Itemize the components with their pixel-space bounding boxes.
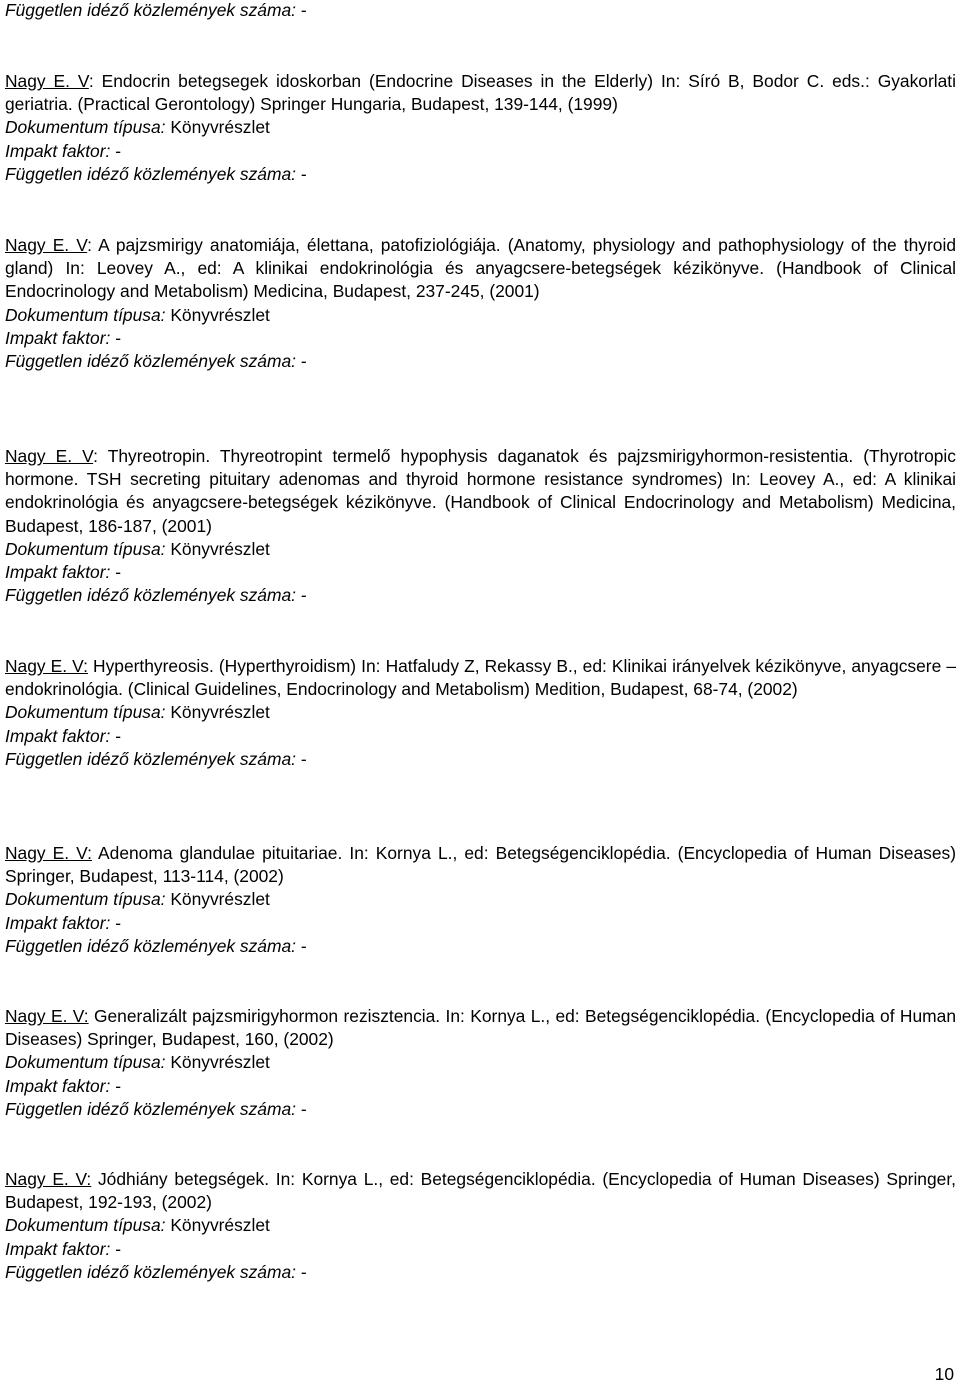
citation-body: : Thyreotropin. Thyreotropint termelő hypophysis daganatok és pajzsmirigyhormon-resistentia. (Thyrotropic hormone. TSH secreting pituitary adenomas and thyroid hormone resistance syndromes) In: Leovey A., ed: A klinikai endokrinológia és anyagcsere-betegségek kézikönyve. (Handbook of Clinical Endocrinology and Metabolism) Medicina, Budapest, 186-187, (2001) — [5, 446, 956, 536]
doc-type-value: Könyvrészlet — [170, 117, 270, 138]
publication-entry — [5, 842, 956, 958]
citations-label: Független idéző közlemények száma: — [5, 748, 296, 769]
citation-body: Adenoma glandulae pituitariae. In: Kornya L., ed: Betegségenciklopédia. (Encyclopedia of Human Diseases) Springer, Budapest, 113-114, (2002) — [5, 843, 956, 887]
impact-line — [5, 912, 956, 935]
impact-label: Impakt faktor: — [5, 1238, 111, 1259]
citations-label: Független idéző közlemények száma: — [5, 935, 296, 956]
doc-type-label: Dokumentum típusa: — [5, 304, 166, 325]
doc-type-value: Könyvrészlet — [170, 1052, 270, 1073]
citation-text — [5, 234, 956, 304]
citation-text — [5, 842, 956, 888]
impact-value: - — [115, 140, 121, 161]
citations-line — [5, 350, 956, 373]
impact-value: - — [115, 562, 121, 583]
impact-value: - — [115, 725, 121, 746]
citations-line — [5, 163, 956, 186]
doc-type-line — [5, 304, 956, 327]
publication-entry — [5, 1168, 956, 1284]
citation-body: Hyperthyreosis. (Hyperthyroidism) In: Hatfaludy Z, Rekassy B., ed: Klinikai irányelvek kézikönyve, anyagcsere – endokrinológia. (Clinical Guidelines, Endocrinology and Metabolism) Medition, Budapest, 68-74, (2002) — [5, 656, 956, 700]
citations-value: - — [300, 351, 307, 372]
citation-body: : A pajzsmirigy anatomiája, élettana, patofiziológiája. (Anatomy, physiology and pathophysiology of the thyroid gland) In: Leovey A., ed: A klinikai endokrinológia és anyagcsere-betegségek kézikönyve. (Handbook of Clinical Endocrinology and Metabolism) Medicina, Budapest, 237-245, (2001) — [5, 235, 956, 302]
citations-label: Független idéző közlemények száma: — [5, 1261, 296, 1282]
doc-type-value: Könyvrészlet — [170, 304, 270, 325]
citations-label: Független idéző közlemények száma: — [5, 1098, 296, 1119]
author-name: Nagy E. V: — [5, 1169, 92, 1189]
impact-line — [5, 561, 956, 584]
citations-label: Független idéző közlemények száma: — [5, 0, 296, 20]
citations-line — [5, 935, 956, 958]
doc-type-value: Könyvrészlet — [170, 702, 270, 723]
citation-text — [5, 1005, 956, 1051]
doc-type-label: Dokumentum típusa: — [5, 702, 166, 723]
citation-text — [5, 445, 956, 538]
citations-line — [5, 748, 956, 771]
doc-type-line — [5, 888, 956, 911]
doc-type-value: Könyvrészlet — [170, 538, 270, 559]
impact-label: Impakt faktor: — [5, 327, 111, 348]
doc-type-line — [5, 116, 956, 139]
doc-type-label: Dokumentum típusa: — [5, 117, 166, 138]
impact-label: Impakt faktor: — [5, 562, 111, 583]
citation-text — [5, 655, 956, 701]
publication-entry — [5, 445, 956, 607]
impact-line — [5, 327, 956, 350]
doc-type-label: Dokumentum típusa: — [5, 1052, 166, 1073]
impact-line — [5, 1238, 956, 1261]
impact-label: Impakt faktor: — [5, 912, 111, 933]
citations-label: Független idéző közlemények száma: — [5, 585, 296, 606]
citations-line — [5, 584, 956, 607]
citation-text — [5, 70, 956, 116]
publication-entry — [5, 234, 956, 373]
impact-line — [5, 140, 956, 163]
publication-entry — [5, 655, 956, 771]
doc-type-label: Dokumentum típusa: — [5, 538, 166, 559]
citation-body: Generalizált pajzsmirigyhormon rezisztencia. In: Kornya L., ed: Betegségenciklopédia. (Encyclopedia of Human Diseases) Springer, Budapest, 160, (2002) — [5, 1006, 956, 1050]
impact-line — [5, 1075, 956, 1098]
top-citations-line — [5, 0, 307, 22]
citations-value: - — [300, 935, 307, 956]
citation-body: Jódhiány betegségek. In: Kornya L., ed: Betegségenciklopédia. (Encyclopedia of Human Diseases) Springer, Budapest, 192-193, (2002) — [5, 1169, 956, 1213]
citations-value: - — [300, 1261, 307, 1282]
impact-label: Impakt faktor: — [5, 725, 111, 746]
citations-line — [5, 1098, 956, 1121]
doc-type-line — [5, 1214, 956, 1237]
citations-value: - — [300, 585, 307, 606]
doc-type-line — [5, 701, 956, 724]
citations-value: - — [300, 1098, 307, 1119]
impact-value: - — [115, 327, 121, 348]
doc-type-line — [5, 538, 956, 561]
publication-entry — [5, 70, 956, 186]
page-number: 10 — [934, 1364, 954, 1384]
author-name: Nagy E. V: — [5, 656, 88, 676]
doc-type-label: Dokumentum típusa: — [5, 1215, 166, 1236]
impact-label: Impakt faktor: — [5, 140, 111, 161]
author-name: Nagy E. V: — [5, 1006, 89, 1026]
citation-body: : Endocrin betegsegek idoskorban (Endocrine Diseases in the Elderly) In: Síró B, Bodor C. eds.: Gyakorlati geriatria. (Practical Gerontology) Springer Hungaria, Budapest, 139-144, (1999) — [5, 71, 956, 115]
impact-value: - — [115, 1238, 121, 1259]
doc-type-value: Könyvrészlet — [170, 889, 270, 910]
publication-entry — [5, 1005, 956, 1121]
impact-label: Impakt faktor: — [5, 1075, 111, 1096]
author-name: Nagy E. V — [5, 71, 89, 91]
impact-value: - — [115, 912, 121, 933]
author-name: Nagy E. V — [5, 446, 94, 466]
doc-type-label: Dokumentum típusa: — [5, 889, 166, 910]
impact-value: - — [115, 1075, 121, 1096]
author-name: Nagy E. V: — [5, 843, 92, 863]
doc-type-value: Könyvrészlet — [170, 1215, 270, 1236]
citations-value: - — [300, 748, 307, 769]
citations-label: Független idéző közlemények száma: — [5, 163, 296, 184]
doc-type-line — [5, 1051, 956, 1074]
impact-line — [5, 725, 956, 748]
author-name: Nagy E. V — [5, 235, 88, 255]
citations-value: - — [300, 163, 307, 184]
citations-label: Független idéző közlemények száma: — [5, 351, 296, 372]
citations-line — [5, 1261, 956, 1284]
citation-text — [5, 1168, 956, 1214]
citations-value: - — [300, 0, 307, 20]
